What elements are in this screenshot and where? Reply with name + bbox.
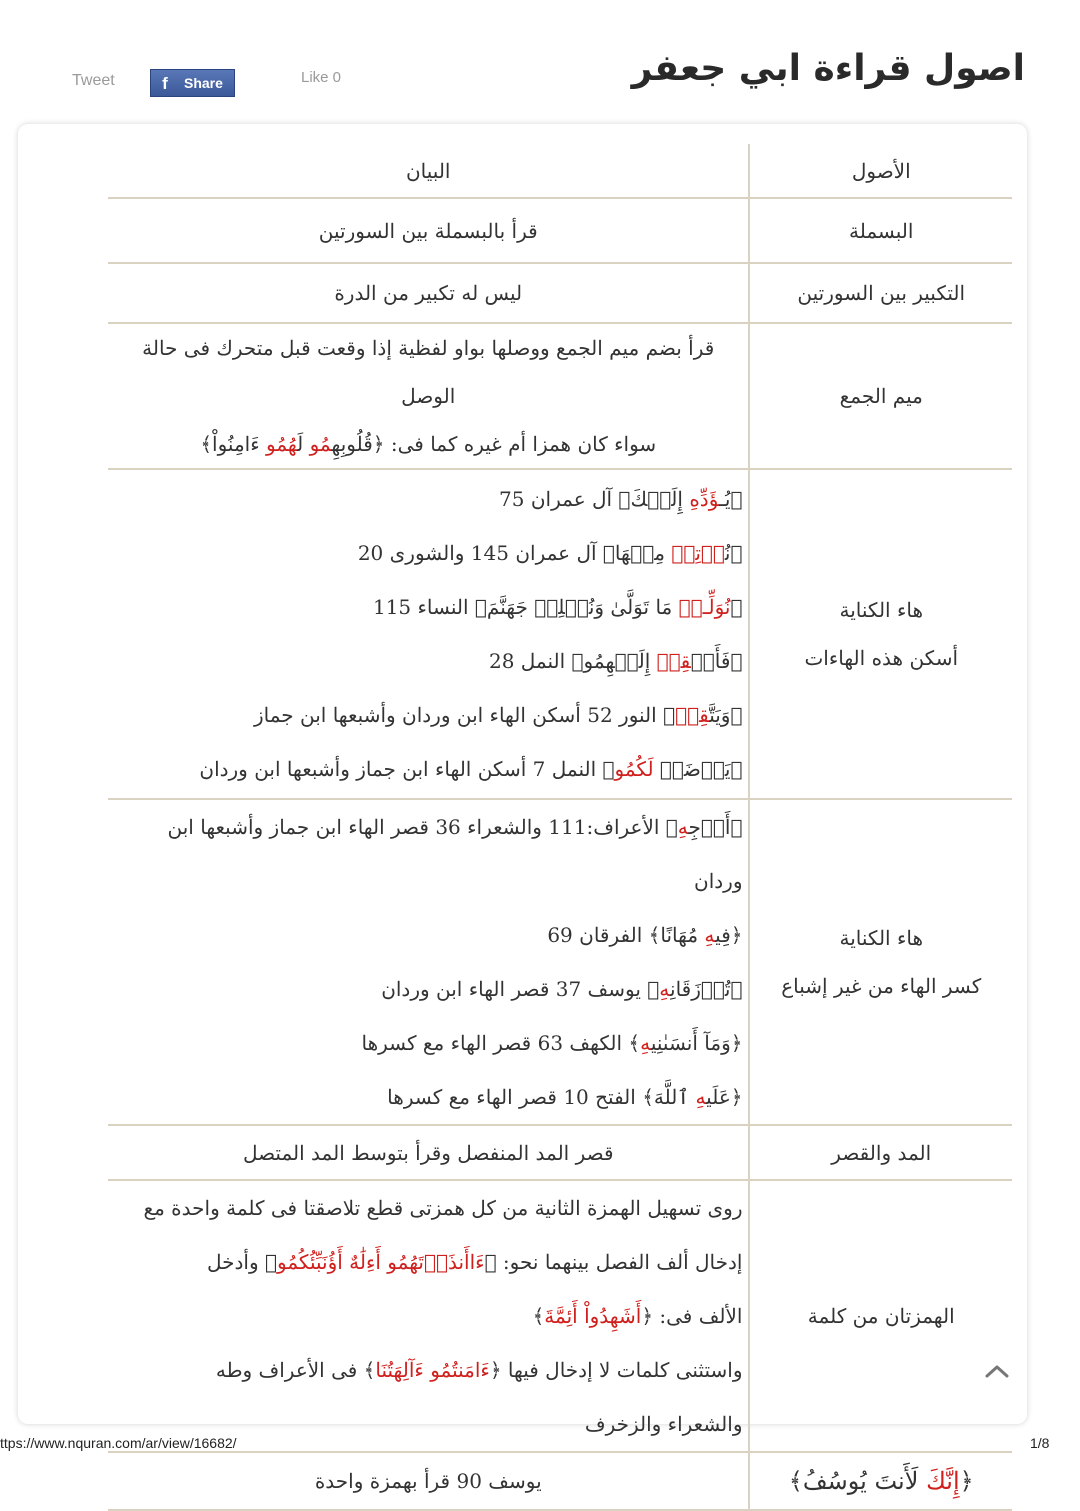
verse-ref: النمل 28	[488, 649, 566, 673]
table-row	[108, 799, 1012, 1125]
quran-highlight: قِهۡ	[675, 703, 710, 727]
quran-highlight: إِنَّكَ	[926, 1467, 960, 1495]
scroll-top-button[interactable]	[972, 1346, 1022, 1396]
quran-word: قُلُوبِهِ	[331, 432, 373, 456]
quran-word: عَلَي	[706, 1085, 731, 1109]
row-label: البسملة	[749, 198, 1012, 263]
facebook-icon: f	[162, 74, 168, 93]
text: ﴿	[959, 1467, 974, 1495]
header-usul: الأصول	[749, 144, 1012, 198]
verse-line: ﴿فِيهِ مُهَانًا﴾ الفرقان 69	[547, 923, 743, 947]
table-row	[108, 469, 1012, 799]
table-row	[108, 1125, 1012, 1180]
quran-word: يُـ	[719, 487, 731, 511]
quran-word: مِنۡهَا	[614, 541, 672, 565]
text: الألف فى: ﴿	[641, 1304, 743, 1328]
text-line	[114, 1235, 742, 1289]
quran-word: ءَامِنُواْ	[212, 432, 260, 456]
text-line	[114, 420, 742, 468]
row-value	[108, 799, 749, 1125]
row-label	[749, 1452, 1012, 1510]
verse-ref: الأعراف:111 والشعراء 36 قصر الهاء ابن جماز وأشبعها ابن وردان	[167, 815, 743, 893]
quran-highlight: قِهۡ	[656, 649, 691, 673]
quran-word: فَأَلۡ	[690, 649, 731, 673]
verse-line: ﴿وَمَآ أَنسَىٰنِيهِ﴾ الكهف 63 قصر الهاء مع كسرها	[361, 1031, 743, 1055]
verse-ref: يوسف 37 قصر الهاء ابن وردان	[381, 977, 641, 1001]
quran-highlight: هُمُو	[266, 432, 298, 456]
quran-highlight: أَئِمَّةَ	[544, 1304, 578, 1328]
verse-ref: الفرقان 69	[547, 923, 643, 947]
verse-ref: آل عمران 75	[499, 487, 613, 511]
quran-word: وَيَتَّ	[709, 703, 731, 727]
quran-word: ٱللَّهَ	[653, 1085, 696, 1109]
tweet-button[interactable]: Tweet	[72, 72, 115, 89]
quran-highlight: ؤۡتِهۡ	[671, 541, 725, 565]
quran-highlight: أَؤُنَبِّئُكُمُو	[277, 1250, 343, 1274]
quran-word: مَا تَوَلَّىٰ وَنُصۡلِهۡ جَهَنَّمَ	[486, 595, 679, 619]
label-line: كسر الهاء من غير إشباع	[781, 974, 982, 998]
verse-ref: آل عمران 145 والشورى 20	[357, 541, 597, 565]
quran-highlight: ءَآلِهَتُنَا	[375, 1358, 424, 1382]
text-line	[114, 1343, 742, 1397]
verse-line: ﴿يُـؤَدِّهِ إِلَيۡكَ﴾ آل عمران 75	[499, 487, 743, 511]
quran-highlight: هِ	[704, 923, 716, 947]
quran-word: تُرۡزَقَانِ	[670, 977, 731, 1001]
quran-word: أَرۡجِ	[688, 815, 731, 839]
quran-highlight: هِ	[677, 815, 689, 839]
page-number: 1/8	[1030, 1435, 1050, 1451]
quran-word: إِلَيۡهِمُو	[583, 649, 657, 673]
quran-word: وَمَآ أَنسَىٰنِي	[650, 1031, 731, 1055]
text: سواء كان همزا أم غيره كما فى: ﴿	[372, 432, 657, 456]
quran-highlight: أَءِلَٰهٌ	[349, 1250, 381, 1274]
text: إدخال ألف الفصل بينهما نحو: ﴿	[484, 1250, 743, 1274]
table-header-row	[108, 144, 1012, 198]
quran-highlight: لَكُمُو	[614, 757, 654, 781]
text-line: قرأ بضم ميم الجمع ووصلها بواو لفظية إذا وقعت قبل متحرك فى حالة الوصل	[142, 336, 715, 408]
quran-word: لَأَنتَ يُوسُفُ﴾	[788, 1467, 927, 1495]
page-title: اصول قراءة ابي جعفر	[631, 48, 1025, 89]
text: ﴾ وأدخل	[207, 1250, 277, 1274]
quran-word: يَرۡضَهۡ	[653, 757, 731, 781]
verse-line: ﴿يَرۡضَهۡ لَكُمُو﴾ النمل 7 أسكن الهاء ابن جماز وأشبعها ابن وردان	[199, 757, 743, 781]
row-value	[108, 469, 749, 799]
quran-highlight: هِ	[640, 1031, 651, 1055]
quran-highlight: أَشَهِدُواْ	[584, 1304, 642, 1328]
text-line	[114, 1289, 742, 1343]
verse-ref: الكهف 63 قصر الهاء مع كسرها	[361, 1031, 623, 1055]
table-row	[108, 198, 1012, 263]
verse-ref: الفتح 10 قصر الهاء مع كسرها	[387, 1085, 636, 1109]
footer-url: ttps://www.nquran.com/ar/view/16682/	[0, 1435, 237, 1451]
label-line: هاء الكناية	[839, 926, 923, 950]
quran-word: إِلَيۡكَ	[630, 487, 690, 511]
text: واستثنى كلمات لا إدخال فيها ﴿	[489, 1358, 743, 1382]
verse-line: ﴿تُرۡزَقَانِهِ﴾ يوسف 37 قصر الهاء ابن وردان	[381, 977, 743, 1001]
like-button[interactable]: Like 0	[301, 69, 342, 86]
quran-highlight: هِ	[695, 1085, 707, 1109]
verse-line: ﴿نُؤۡتِهۡ مِنۡهَا﴾ آل عمران 145 والشورى 20	[357, 541, 743, 565]
quran-highlight: ءَامَنتُمُو	[430, 1358, 490, 1382]
row-value	[108, 323, 749, 469]
quran-word: فِي	[715, 923, 731, 947]
table-row	[108, 263, 1012, 323]
row-label	[749, 469, 1012, 799]
verse-ref: النمل 7 أسكن الهاء ابن جماز وأشبعها ابن وردان	[199, 757, 597, 781]
facebook-share-button[interactable]	[150, 69, 235, 97]
quran-word: لَ	[297, 432, 304, 456]
row-value	[108, 1180, 749, 1452]
verse-line: ﴿وَيَتَّقِهۡ﴾ النور 52 أسكن الهاء ابن وردان وأشبعها ابن جماز	[253, 703, 743, 727]
label-line: أسكن هذه الهاءات	[804, 646, 959, 670]
row-label: الهمزتان من كلمة	[749, 1180, 1012, 1452]
chevron-up-icon	[984, 1363, 1010, 1379]
row-value: قرأ بالبسملة بين السورتين	[108, 198, 749, 263]
quran-highlight: ءَاأَنذَرۡتَهُمُو	[387, 1250, 485, 1274]
text-line: روى تسهيل الهمزة الثانية من كل همزتى قطع تلاصقتا فى كلمة واحدة مع	[143, 1196, 743, 1220]
table-row	[108, 1452, 1012, 1510]
verse-ref: النساء 115	[372, 595, 469, 619]
row-value: ليس له تكبير من الدرة	[108, 263, 749, 323]
text-line: والشعراء والزخرف	[584, 1412, 743, 1436]
quran-word: نُ	[724, 541, 731, 565]
row-label	[749, 799, 1012, 1125]
verse-line: ﴿عَلَيهِ ٱللَّهَ﴾ الفتح 10 قصر الهاء مع كسرها	[387, 1085, 743, 1109]
table-row	[108, 1180, 1012, 1452]
text: ﴾ فى الأعراف وطه	[215, 1358, 376, 1382]
verse-ref: النور 52 أسكن الهاء ابن وردان وأشبعها ابن جماز	[253, 703, 657, 727]
label-line: هاء الكناية	[839, 598, 923, 622]
verse-line: ﴿فَأَلۡقِهۡ إِلَيۡهِمُو﴾ النمل 28	[488, 649, 743, 673]
quran-word: مُهَانًا	[660, 923, 705, 947]
table-row	[108, 323, 1012, 469]
row-label: التكبير بين السورتين	[749, 263, 1012, 323]
row-value: قصر المد المنفصل وقرأ بتوسط المد المتصل	[108, 1125, 749, 1180]
row-label: ميم الجمع	[749, 323, 1012, 469]
qiraat-table	[108, 144, 1012, 1511]
top-bar	[0, 0, 1080, 120]
quran-highlight: ؤَدِّهِ	[689, 487, 720, 511]
quran-highlight: مُو	[309, 432, 332, 456]
verse-line: ﴿نُوَلِّـهۡ مَا تَوَلَّىٰ وَنُصۡلِهۡ جَهَنَّمَ﴾ النساء 115	[372, 595, 743, 619]
text: ﴾	[532, 1304, 545, 1328]
share-label: Share	[184, 75, 223, 91]
quran-highlight: نُوَلِّـهۡ	[678, 595, 731, 619]
text: ﴾	[200, 432, 213, 456]
header-bayan: البيان	[108, 144, 749, 198]
verse-line: ﴿أَرۡجِهِ﴾ الأعراف:111 والشعراء 36 قصر الهاء ابن جماز وأشبعها ابن وردان	[167, 815, 743, 893]
quran-highlight: هِ	[659, 977, 671, 1001]
row-value: يوسف 90 قرأ بهمزة واحدة	[108, 1452, 749, 1510]
row-label: المد والقصر	[749, 1125, 1012, 1180]
